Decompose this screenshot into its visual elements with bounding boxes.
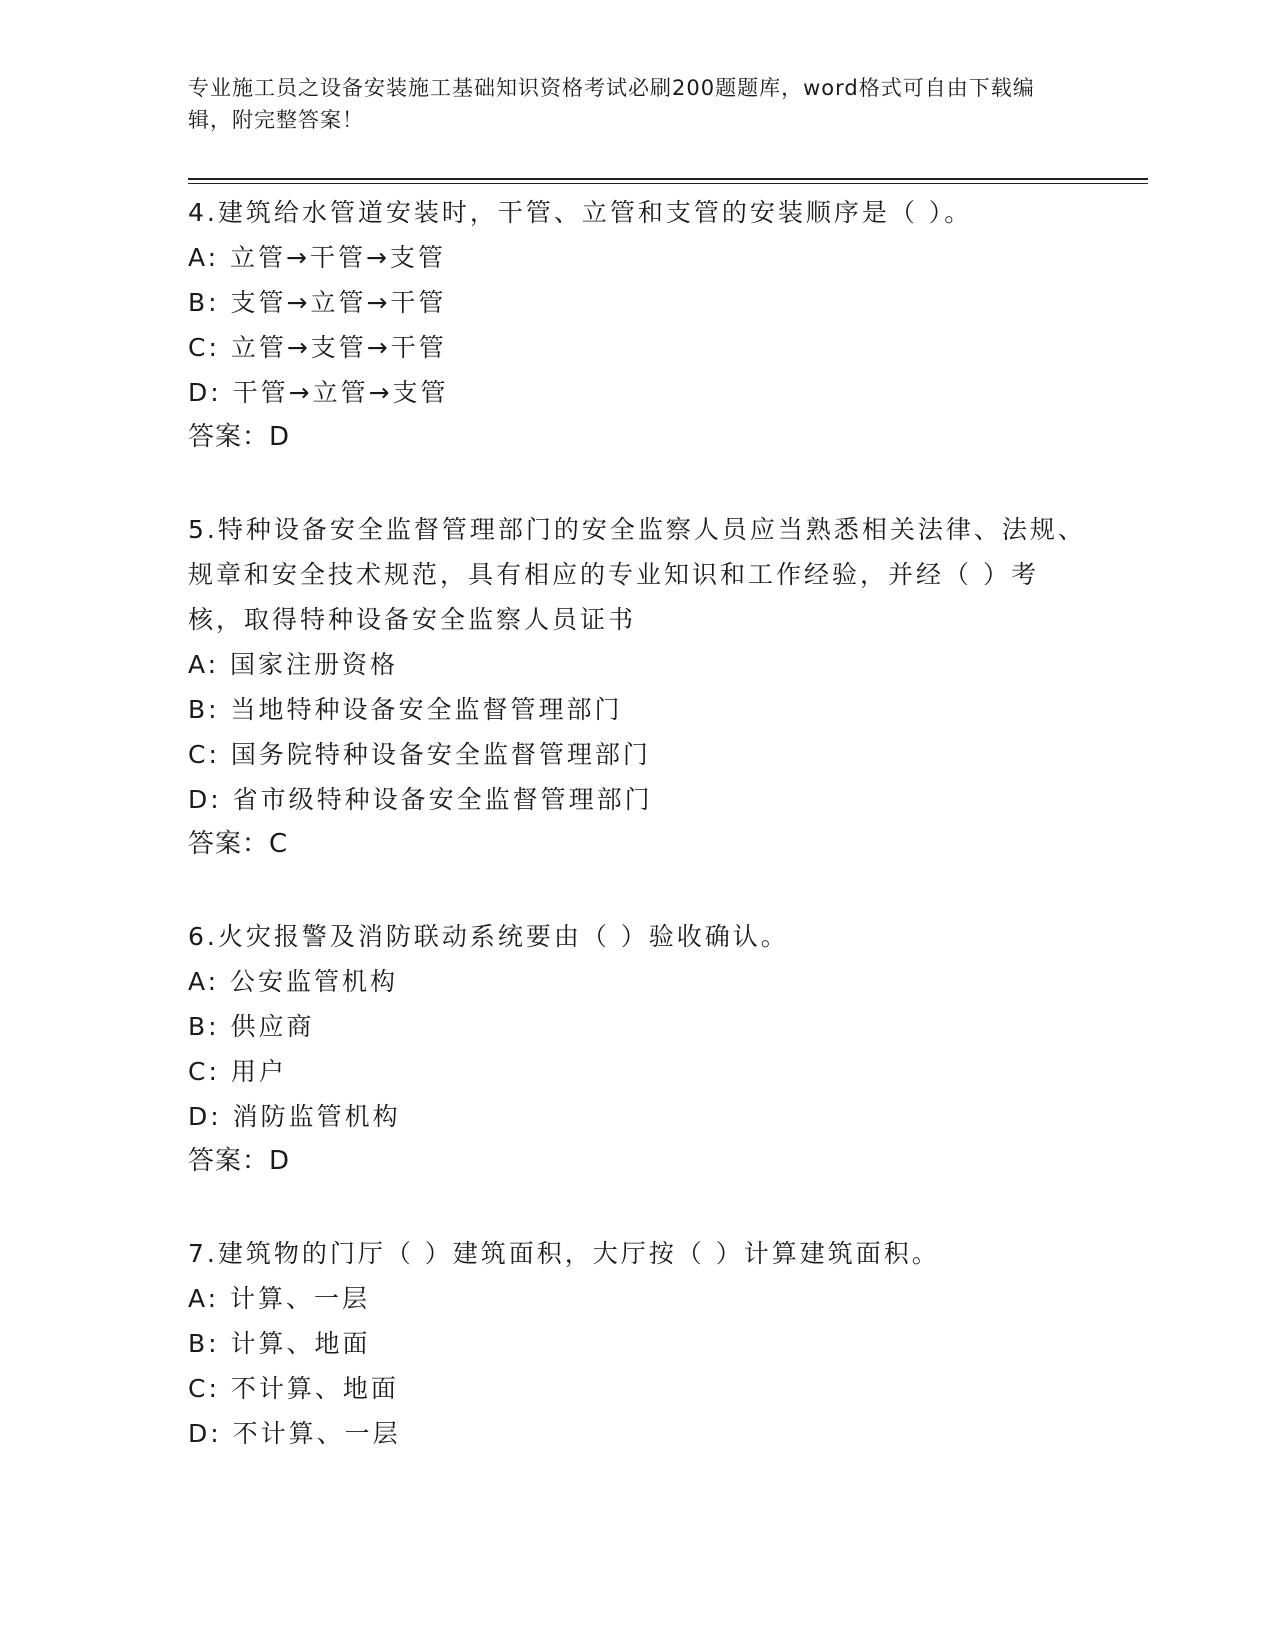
- option-d: D: 不计算、一层: [188, 1419, 401, 1448]
- answer-label: 答案：: [188, 829, 270, 859]
- option-d: D: 省市级特种设备安全监督管理部门: [188, 785, 653, 814]
- option-a: A: 计算、一层: [188, 1284, 371, 1313]
- question-6: [188, 914, 1088, 1184]
- answer-value: C: [269, 829, 289, 859]
- header-rule-thick: [188, 178, 1148, 180]
- answer-line: [188, 822, 1088, 867]
- header-rule-thin: [188, 183, 1148, 184]
- question-list: [188, 190, 1088, 1503]
- question-text: 7.建筑物的门厅（ ）建筑面积，大厅按（ ）计算建筑面积。: [188, 1239, 940, 1268]
- answer-value: D: [269, 422, 291, 452]
- question-5: [188, 507, 1088, 867]
- option-a: A: 立管→干管→支管: [188, 243, 446, 272]
- answer-label: 答案：: [188, 1146, 270, 1176]
- option-c: C: 不计算、地面: [188, 1374, 399, 1403]
- option-a: A: 国家注册资格: [188, 650, 399, 679]
- option-d: D: 干管→立管→支管: [188, 378, 449, 407]
- answer-label: 答案：: [188, 422, 270, 452]
- option-c: C: 用户: [188, 1057, 287, 1086]
- option-b: B: 当地特种设备安全监督管理部门: [188, 695, 623, 724]
- question-4: [188, 190, 1088, 460]
- answer-line: [188, 1139, 1088, 1184]
- option-a: A: 公安监管机构: [188, 967, 399, 996]
- question-text: 5.特种设备安全监督管理部门的安全监察人员应当熟悉相关法律、法规、规章和安全技术规范，具有相应的专业知识和工作经验，并经（ ）考核，取得特种设备安全监察人员证书: [188, 515, 1086, 634]
- answer-line: [188, 415, 1088, 460]
- option-b: B: 支管→立管→干管: [188, 288, 447, 317]
- option-b: B: 计算、地面: [188, 1329, 371, 1358]
- question-text: 6.火灾报警及消防联动系统要由（ ）验收确认。: [188, 922, 789, 951]
- document-header: 专业施工员之设备安装施工基础知识资格考试必刷200题题库，word格式可自由下载编辑，附完整答案！: [188, 76, 1035, 132]
- answer-value: D: [269, 1146, 291, 1176]
- option-b: B: 供应商: [188, 1012, 315, 1041]
- option-d: D: 消防监管机构: [188, 1102, 401, 1131]
- question-7: [188, 1231, 1088, 1456]
- question-text: 4.建筑给水管道安装时，干管、立管和支管的安装顺序是（ ）。: [188, 198, 973, 227]
- option-c: C: 立管→支管→干管: [188, 333, 447, 362]
- option-c: C: 国务院特种设备安全监督管理部门: [188, 740, 651, 769]
